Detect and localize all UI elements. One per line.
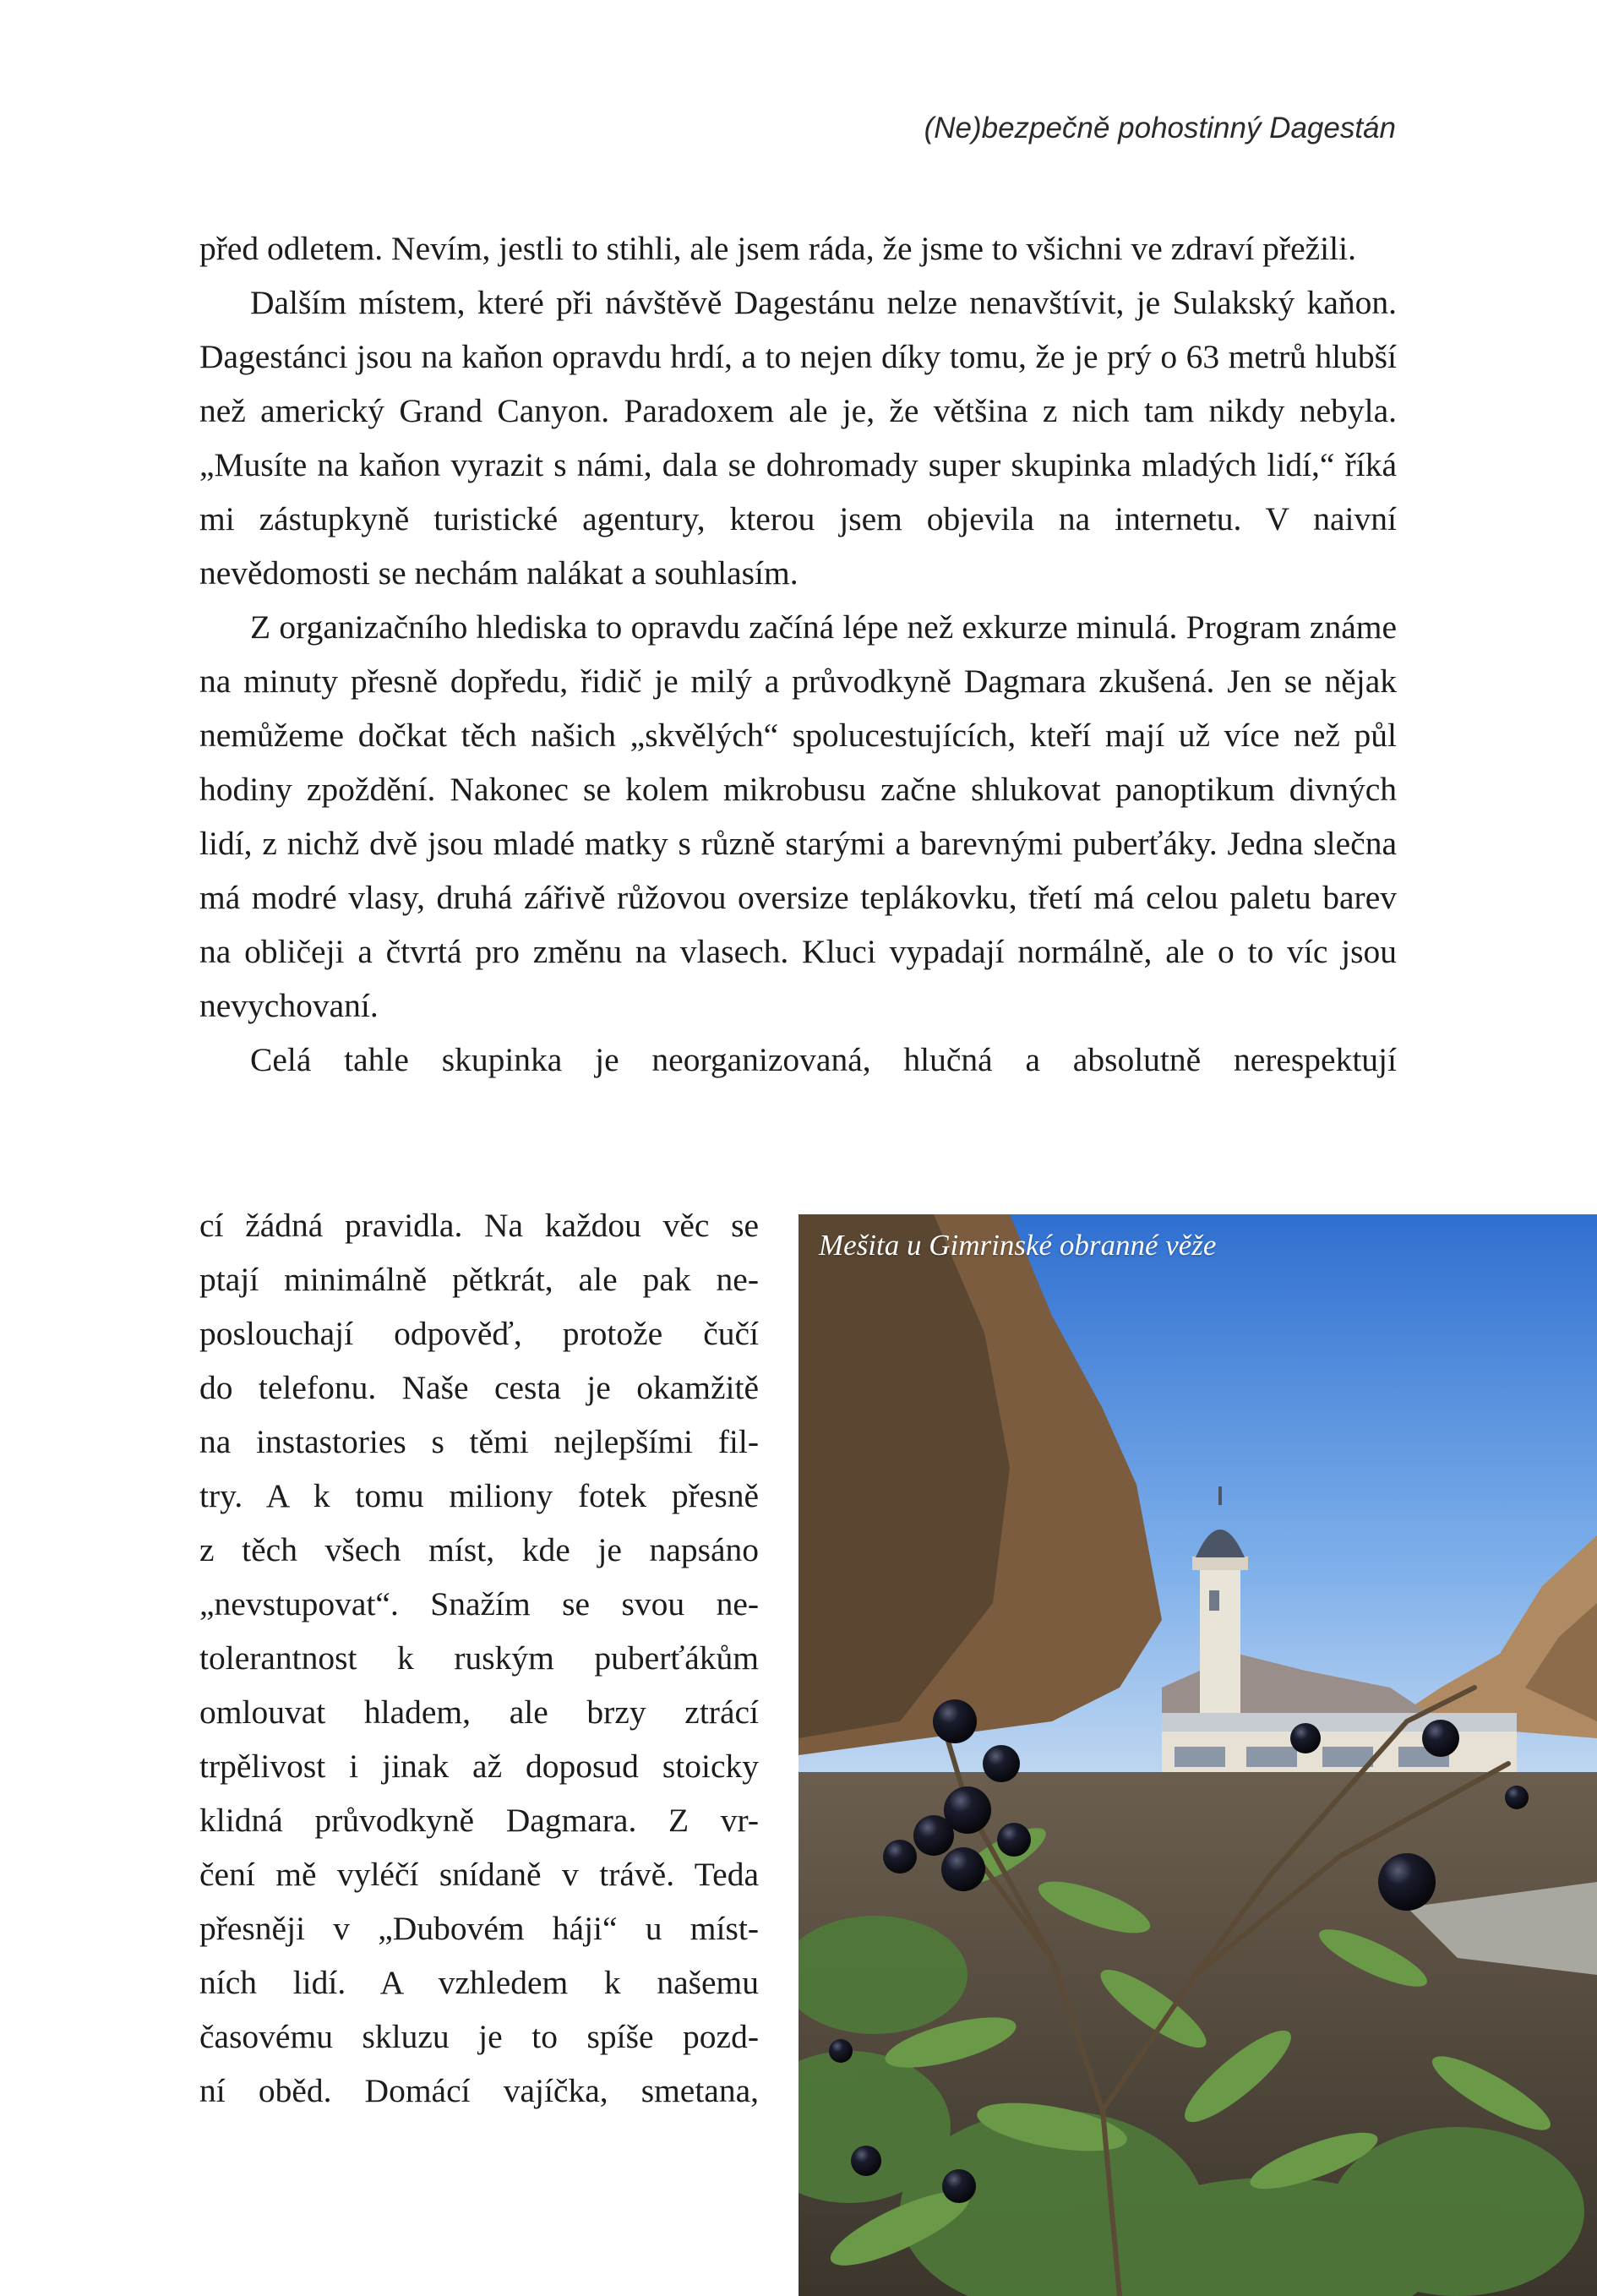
- text-line: „nevstupovat“. Snažím se svou ne-: [199, 1585, 759, 1622]
- paragraph: Z organizačního hlediska to opravdu začíná lépe než exkurze minulá. Program známe na minuty přesně dopředu, řidič je milý a průvodkyně Dagmara zkušená. Jen se nějak nemůžeme dočkat těch našich „skvělých“ spolucestujících, kteří mají už více než půl hodiny zpoždění. Nakonec se kolem mikrobusu začne shlukovat panoptikum divných lidí, z nichž dvě jsou mladé matky s různě starými a barevnými puberťáky. Jedna slečna má modré vlasy, druhá zářivě růžovou oversize teplákovku, třetí má celou paletu barev na obličeji a čtvrtá pro změnu na vlasech. Kluci vypadají normálně, ale o to víc jsou nevychovaní.: [199, 608, 1397, 1024]
- text-line: cí žádná pravidla. Na každou věc se: [199, 1207, 759, 1244]
- photo-caption: Mešita u Gimrinské obranné věže: [819, 1229, 1217, 1262]
- text-line: ní oběd. Domácí vajíčka, smetana,: [199, 2072, 759, 2109]
- text-line: do telefonu. Naše cesta je okamžitě: [199, 1369, 759, 1406]
- paragraph: před odletem. Nevím, jestli to stihli, ale jsem ráda, že jsme to všichni ve zdraví přežili.: [199, 230, 1356, 267]
- running-head: (Ne)bezpečně pohostinný Dagestán: [924, 112, 1396, 145]
- text-line: ptají minimálně pětkrát, ale pak ne-: [199, 1261, 759, 1298]
- text-line: trpělivost i jinak až doposud stoicky: [199, 1748, 759, 1785]
- paragraph: Celá tahle skupinka je neorganizovaná, hlučná a absolutně nerespektují: [250, 1041, 1397, 1078]
- text-line: přesněji v „Dubovém háji“ u míst-: [199, 1910, 759, 1947]
- text-line: ních lidí. A vzhledem k našemu: [199, 1964, 759, 2001]
- text-line: klidná průvodkyně Dagmara. Z vr-: [199, 1802, 759, 1839]
- text-line: tolerantnost k ruským puberťákům: [199, 1639, 759, 1677]
- wrapped-text: [199, 1198, 759, 2118]
- mosque-photo: [798, 1214, 1597, 2296]
- body-text: [199, 221, 1397, 1087]
- text-line: omlouvat hladem, ale brzy ztrácí: [199, 1693, 759, 1731]
- text-line: na instastories s těmi nejlepšími fil-: [199, 1423, 759, 1460]
- text-line: try. A k tomu miliony fotek přesně: [199, 1477, 759, 1514]
- paragraph: Dalším místem, které při návštěvě Dagestánu nelze nenavštívit, je Sulakský kaňon. Dagestánci jsou na kaňon opravdu hrdí, a to nejen díky tomu, že je prý o 63 metrů hlubší než americký Grand Canyon. Paradoxem ale je, že většina z nich tam nikdy nebyla. „Musíte na kaňon vyrazit s námi, dala se dohromady super skupinka mladých lidí,“ říká mi zástupkyně turistické agentury, kterou jsem objevila na internetu. V naivní nevědomosti se nechám nalákat a souhlasím.: [199, 284, 1397, 592]
- text-line: poslouchají odpověď, protože čučí: [199, 1315, 759, 1352]
- text-line: časovému skluzu je to spíše pozd-: [199, 2018, 759, 2055]
- text-line: čení mě vyléčí snídaně v trávě. Teda: [199, 1856, 759, 1893]
- text-line: z těch všech míst, kde je napsáno: [199, 1531, 759, 1568]
